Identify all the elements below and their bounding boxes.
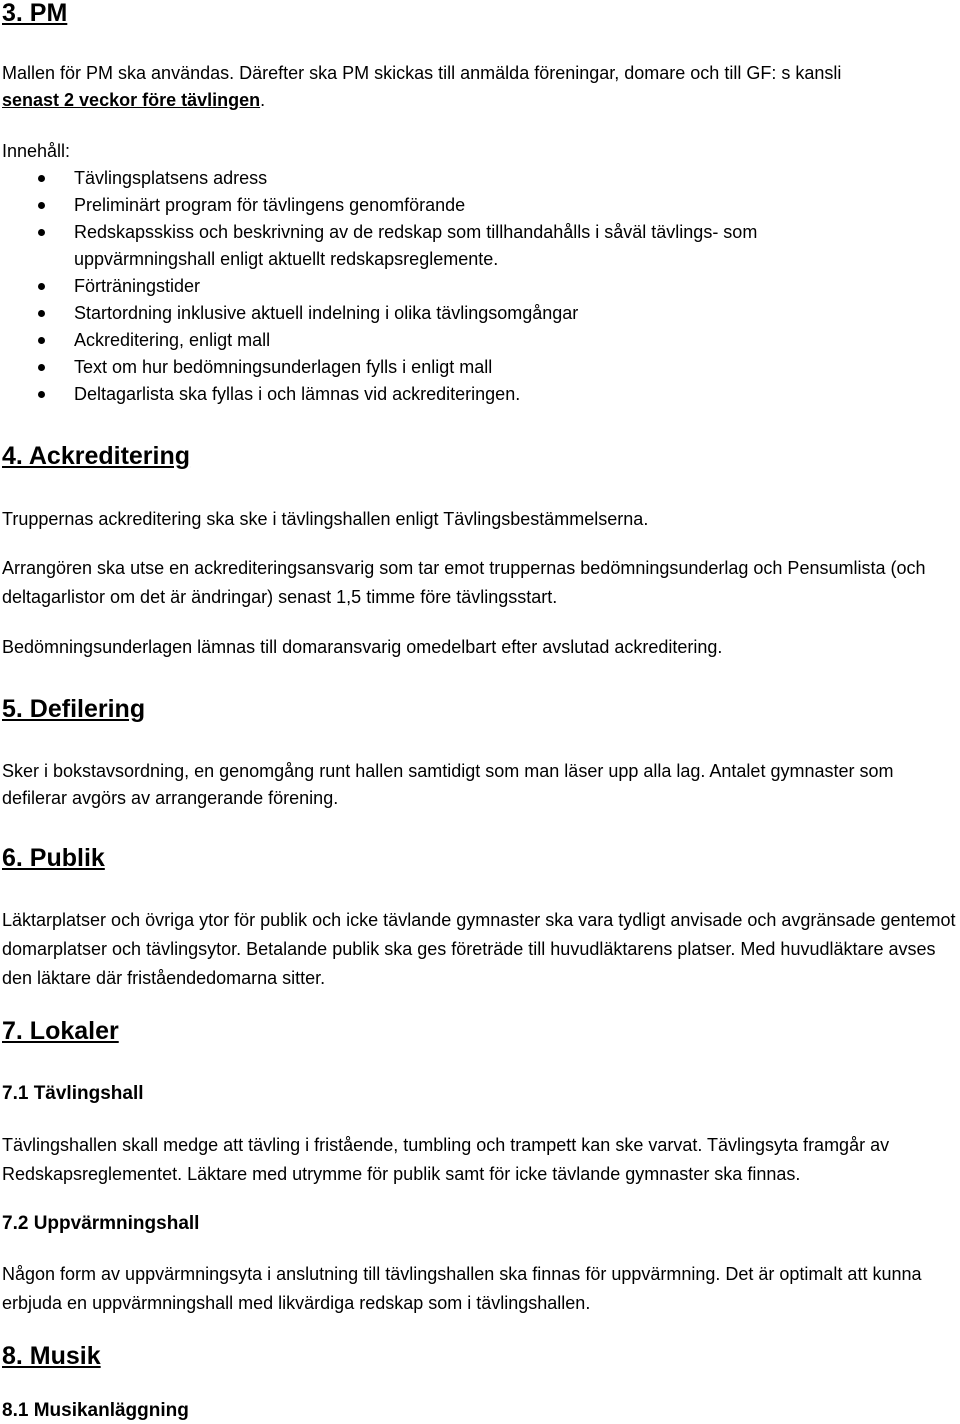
tavlingshall-paragraph: Tävlingshallen skall medge att tävling i fristående, tumbling och trampett kan ske varvat. Tävlingsyta framgår av Redskapsreglementet. Läktare med utrymme för publik samt för icke tävlande gymnaster ska finnas. [2,1135,890,1184]
section-heading-defilering: 5. Defilering [2,695,146,723]
list-item-text: Text om hur bedömningsunderlagen fylls i enligt mall [74,357,493,377]
section-heading-publik: 6. Publik [2,844,105,872]
list-item-text: Redskapsskiss och beskrivning av de redskap som tillhandahålls i såväl tävlings- som [74,222,758,242]
pm-intro-deadline: senast 2 veckor före tävlingen [2,90,261,110]
pm-contents-list [0,165,960,415]
pm-intro-period: . [260,90,266,110]
uppvarmningshall-paragraph: Någon form av uppvärmningsyta i anslutning till tävlingshallen ska finnas för uppvärmning. Det är optimalt att kunna erbjuda en uppvärmningshall med likvärdiga redskap som i tävlingshallen. [2,1264,922,1313]
bullet-icon [38,283,45,290]
bullet-icon [38,175,45,182]
bullet-icon [38,364,45,371]
defilering-paragraph: Sker i bokstavsordning, en genomgång runt hallen samtidigt som man läser upp alla lag. Antalet gymnaster som defilerar avgörs av arrangerande förening. [2,761,894,808]
bullet-icon [38,310,45,317]
section-heading-musik: 8. Musik [2,1342,101,1370]
list-item-text: uppvärmningshall enligt aktuellt redskapsreglemente. [74,249,499,269]
pm-intro-paragraph [2,60,960,114]
list-item-text: Förträningstider [74,276,201,296]
subheading-musikanlaggning: 8.1 Musikanläggning [2,1400,189,1421]
section-heading-lokaler: 7. Lokaler [2,1017,119,1045]
pm-intro-line1: Mallen för PM ska användas. Därefter ska PM skickas till anmälda föreningar, domare och till GF: s kansli [2,63,842,83]
bullet-icon [38,337,45,344]
bullet-icon [38,202,45,209]
section-heading-ackreditering: 4. Ackreditering [2,442,191,470]
list-item-text: Ackreditering, enligt mall [74,330,271,350]
list-item-text: Deltagarlista ska fyllas i och lämnas vid ackrediteringen. [74,384,521,404]
publik-paragraph: Läktarplatser och övriga ytor för publik och icke tävlande gymnaster ska vara tydligt anvisade och avgränsade gentemot domarplatser och tävlingsytor. Betalande publik ska ges företräde till huvudläktarens platser. Med huvudläktare avses den läktare där friståendedomarna sitter. [2,910,956,988]
list-item-text: Preliminärt program för tävlingens genomförande [74,195,466,215]
subheading-tavlingshall: 7.1 Tävlingshall [2,1083,144,1104]
section-heading-pm: 3. PM [2,0,68,27]
subheading-uppvarmningshall: 7.2 Uppvärmningshall [2,1213,200,1234]
list-item-text: Tävlingsplatsens adress [74,168,268,188]
ackreditering-paragraph-3: Bedömningsunderlagen lämnas till domaransvarig omedelbart efter avslutad ackreditering. [2,637,723,657]
ackreditering-paragraph-2: Arrangören ska utse en ackrediteringsansvarig som tar emot truppernas bedömningsunderlag och Pensumlista (och deltagarlistor om det är ändringar) senast 1,5 timme före tävlingsstart. [2,558,926,607]
list-item-text: Startordning inklusive aktuell indelning i olika tävlingsomgångar [74,303,579,323]
ackreditering-paragraph-1: Truppernas ackreditering ska ske i tävlingshallen enligt Tävlingsbestämmelserna. [2,509,649,529]
bullet-icon [38,229,45,236]
pm-contents-label: Innehåll: [2,141,71,161]
bullet-icon [38,391,45,398]
